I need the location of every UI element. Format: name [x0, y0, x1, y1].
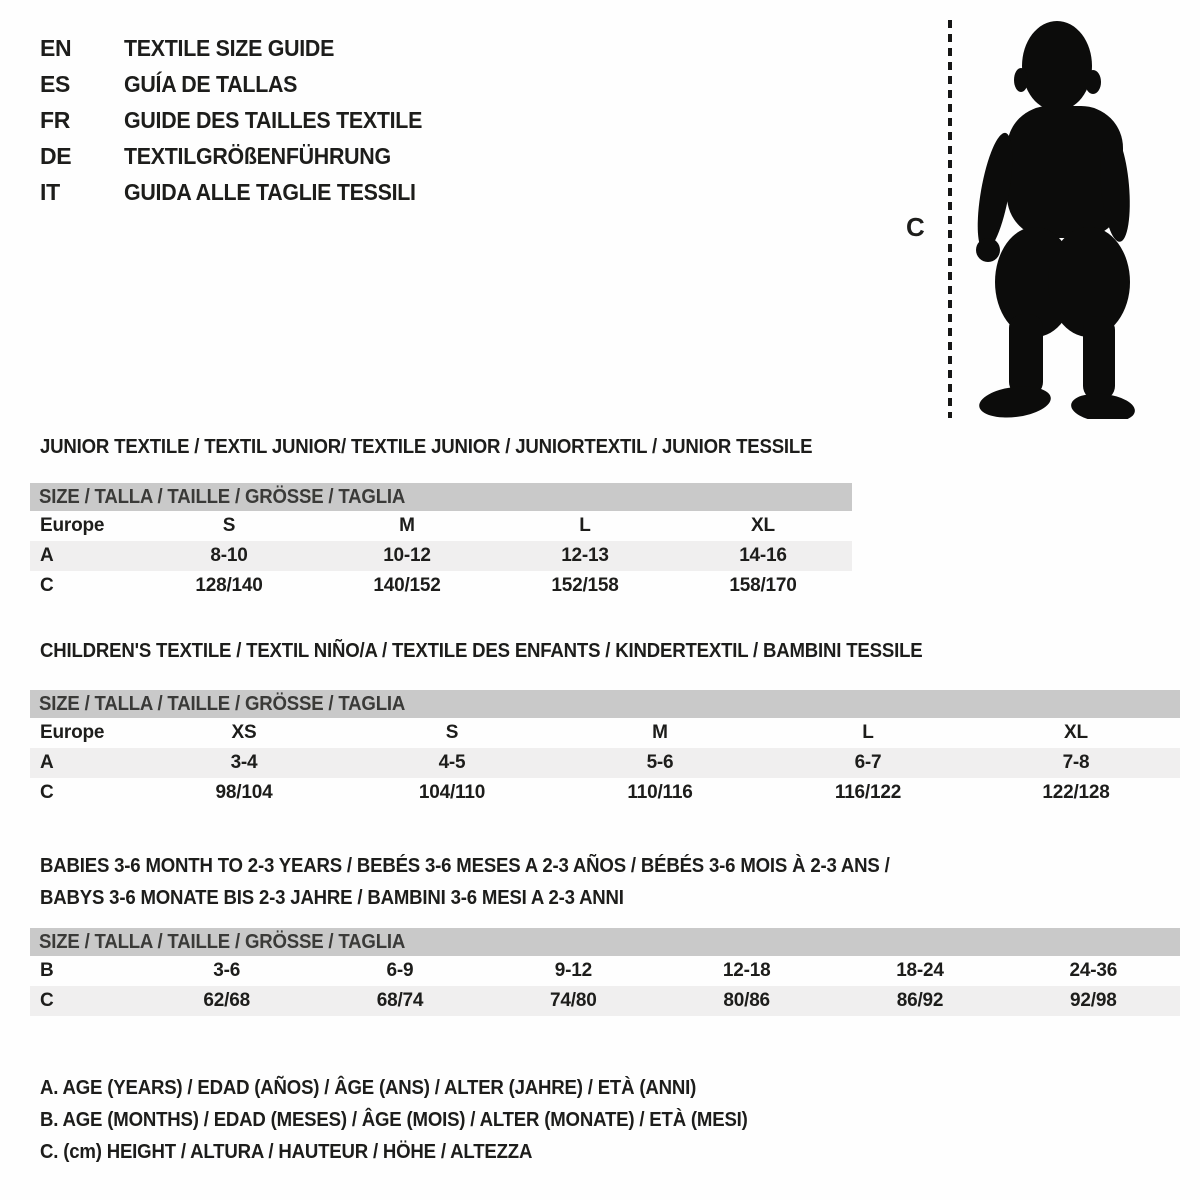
- junior-section-title: JUNIOR TEXTILE / TEXTIL JUNIOR/ TEXTILE JUNIOR / JUNIORTEXTIL / JUNIOR TESSILE: [40, 436, 813, 458]
- cell-value: 12-13: [561, 545, 609, 566]
- language-code: ES: [40, 71, 71, 97]
- cell-value: 6-7: [854, 752, 882, 773]
- junior-size-header-bar: SIZE / TALLA / TAILLE / GRÖSSE / TAGLIA: [30, 483, 852, 511]
- column-header: XS: [231, 722, 257, 743]
- column-header: S: [445, 722, 459, 743]
- language-title-list: [40, 30, 445, 210]
- cell-value: 80/86: [723, 990, 770, 1011]
- legend-height-cm: C. (cm) HEIGHT / ALTURA / HAUTEUR / HÖHE / ALTEZZA: [40, 1141, 533, 1163]
- babies-textile-section: [30, 850, 1180, 1016]
- height-measure-dashed-line: [948, 20, 952, 418]
- children-row-height: [30, 778, 1180, 808]
- language-row-de: [40, 138, 445, 174]
- column-header: M: [399, 515, 415, 536]
- cell-value: 6-9: [386, 960, 414, 981]
- column-header: L: [862, 722, 874, 743]
- babies-title-line2: BABYS 3-6 MONATE BIS 2-3 JAHRE / BAMBINI 3-6 MESI A 2-3 ANNI: [40, 887, 624, 909]
- cell-value: 140/152: [373, 575, 441, 596]
- cell-value: 12-18: [722, 960, 771, 981]
- junior-columns-row: [30, 511, 852, 541]
- language-row-en: [40, 30, 445, 66]
- babies-title-line1: BABIES 3-6 MONTH TO 2-3 YEARS / BEBÉS 3-6 MESES A 2-3 AÑOS / BÉBÉS 3-6 MOIS À 2-3 ANS /: [40, 855, 890, 877]
- babies-section-title: [40, 850, 1180, 914]
- language-row-es: [40, 66, 445, 102]
- cell-value: 122/128: [1042, 782, 1110, 803]
- height-measure-label: C: [906, 212, 925, 242]
- junior-textile-section: [30, 436, 852, 601]
- cell-value: 5-6: [646, 752, 674, 773]
- babies-row-age-months: [30, 956, 1180, 986]
- children-size-header-bar: SIZE / TALLA / TAILLE / GRÖSSE / TAGLIA: [30, 690, 1180, 718]
- cell-value: 4-5: [438, 752, 466, 773]
- guide-title-es: GUÍA DE TALLAS: [124, 71, 298, 97]
- cell-value: 18-24: [896, 960, 944, 981]
- measurement-legend: [40, 1072, 801, 1168]
- children-row-age: [30, 748, 1180, 778]
- language-code: DE: [40, 143, 72, 169]
- cell-value: 7-8: [1062, 752, 1090, 773]
- cell-value: 24-36: [1069, 960, 1118, 981]
- cell-value: 3-6: [213, 960, 241, 981]
- guide-title-fr: GUIDE DES TAILLES TEXTILE: [124, 107, 423, 133]
- row-label: C: [40, 990, 54, 1011]
- language-row-fr: [40, 102, 445, 138]
- cell-value: 92/98: [1070, 990, 1117, 1011]
- cell-value: 110/116: [627, 782, 693, 803]
- cell-value: 104/110: [418, 782, 486, 803]
- cell-value: 158/170: [729, 575, 797, 596]
- cell-value: 3-4: [230, 752, 258, 773]
- cell-value: 8-10: [210, 545, 248, 566]
- children-columns-row: [30, 718, 1180, 748]
- legend-age-months: B. AGE (MONTHS) / EDAD (MESES) / ÂGE (MOIS) / ALTER (MONATE) / ETÀ (MESI): [40, 1109, 748, 1131]
- column-header: S: [222, 515, 236, 536]
- guide-title-de: TEXTILGRÖßENFÜHRUNG: [124, 143, 391, 169]
- guide-title-it: GUIDA ALLE TAGLIE TESSILI: [124, 179, 416, 205]
- babies-row-height: [30, 986, 1180, 1016]
- cell-value: 128/140: [195, 575, 263, 596]
- column-header: L: [579, 515, 591, 536]
- language-code: FR: [40, 107, 71, 133]
- row-label: A: [40, 545, 54, 566]
- cell-value: 9-12: [554, 960, 592, 981]
- legend-age-years: A. AGE (YEARS) / EDAD (AÑOS) / ÂGE (ANS) / ALTER (JAHRE) / ETÀ (ANNI): [40, 1077, 697, 1099]
- cell-value: 68/74: [376, 990, 424, 1011]
- language-row-it: [40, 174, 445, 210]
- cell-value: 74/80: [550, 990, 597, 1011]
- language-code: IT: [40, 179, 60, 205]
- column-header: XL: [751, 515, 775, 536]
- cell-value: 86/92: [896, 990, 944, 1011]
- cell-value: 98/104: [215, 782, 273, 803]
- children-textile-section: [30, 640, 1180, 808]
- column-header: Europe: [40, 722, 105, 743]
- row-label: A: [40, 752, 54, 773]
- column-header: XL: [1064, 722, 1088, 743]
- row-label: C: [40, 782, 54, 803]
- column-header: M: [652, 722, 668, 743]
- cell-value: 14-16: [739, 545, 787, 566]
- cell-value: 116/122: [834, 782, 902, 803]
- junior-row-height: [30, 571, 852, 601]
- toddler-silhouette-icon: [965, 14, 1135, 419]
- babies-size-header-bar: SIZE / TALLA / TAILLE / GRÖSSE / TAGLIA: [30, 928, 1180, 956]
- row-label: B: [40, 960, 54, 981]
- row-label: C: [40, 575, 54, 596]
- cell-value: 152/158: [551, 575, 619, 596]
- cell-value: 10-12: [383, 545, 431, 566]
- language-code: EN: [40, 35, 72, 61]
- children-section-title: CHILDREN'S TEXTILE / TEXTIL NIÑO/A / TEXTILE DES ENFANTS / KINDERTEXTIL / BAMBINI TESSILE: [40, 640, 923, 662]
- cell-value: 62/68: [203, 990, 250, 1011]
- guide-title-en: TEXTILE SIZE GUIDE: [124, 35, 335, 61]
- junior-row-age: [30, 541, 852, 571]
- column-header: Europe: [40, 515, 105, 536]
